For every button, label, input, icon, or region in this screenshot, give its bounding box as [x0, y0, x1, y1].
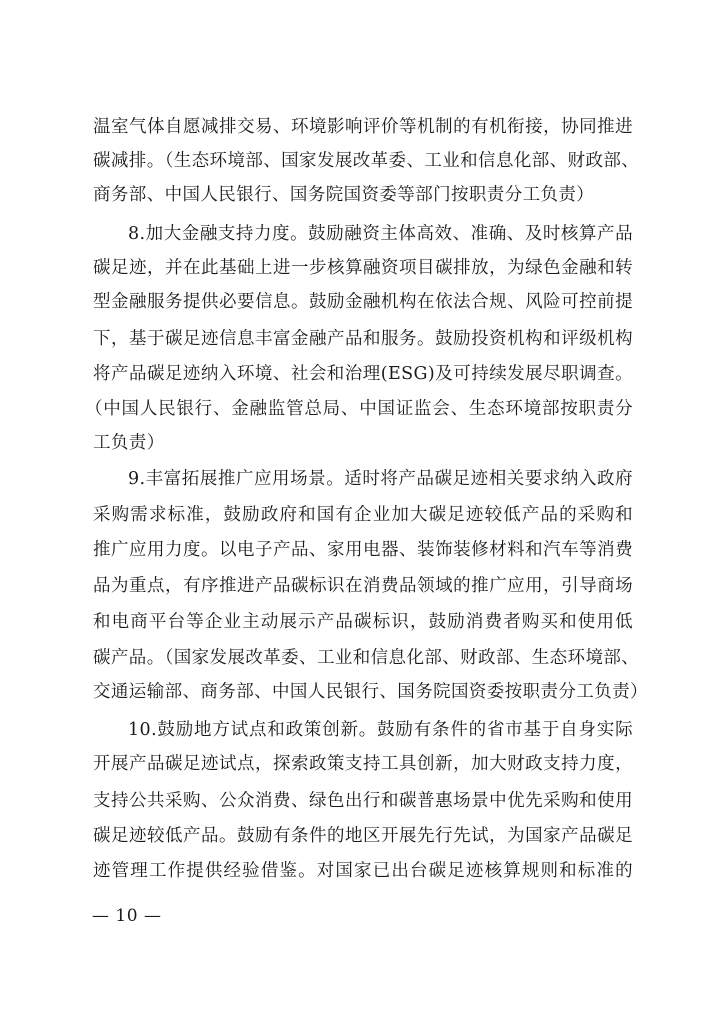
- paragraph-8-start: 8.加大金融支持力度。鼓励融资主体高效、准确、及时核算产品: [128, 224, 633, 244]
- text-line: 下，基于碳足迹信息丰富金融产品和服务。鼓励投资机构和评级机构: [93, 329, 633, 349]
- page-number: — 10 —: [92, 906, 162, 926]
- text-line: 推广应用力度。以电子产品、家用电器、装饰装修材料和汽车等消费: [93, 540, 633, 560]
- text-line: 碳足迹较低产品。鼓励有条件的地区开展先行先试，为国家产品碳足: [93, 826, 633, 846]
- text-line: 交通运输部、商务部、中国人民银行、国务院国资委按职责分工负责）: [93, 682, 648, 702]
- text-line: 品为重点，有序推进产品碳标识在消费品领域的推广应用，引导商场: [93, 576, 633, 596]
- text-line: 碳足迹，并在此基础上进一步核算融资项目碳排放，为绿色金融和转: [93, 258, 633, 278]
- text-line: 温室气体自愿减排交易、环境影响评价等机制的有机衔接，协同推进: [93, 117, 633, 137]
- text-line: 型金融服务提供必要信息。鼓励金融机构在依法合规、风险可控前提: [93, 292, 633, 312]
- text-line: 商务部、中国人民银行、国务院国资委等部门按职责分工负责）: [93, 185, 595, 205]
- text-line: 和电商平台等企业主动展示产品碳标识，鼓励消费者购买和使用低: [93, 612, 633, 632]
- paragraph-9-start: 9.丰富拓展推广应用场景。适时将产品碳足迹相关要求纳入政府: [128, 469, 633, 489]
- text-line: （中国人民银行、金融监管总局、中国证监会、生态环境部按职责分: [85, 399, 633, 419]
- text-line: 将产品碳足迹纳入环境、社会和治理(ESG)及可持续发展尽职调查。: [93, 364, 633, 384]
- text-line: 开展产品碳足迹试点，探索政策支持工具创新，加大财政支持力度，: [93, 754, 633, 774]
- text-line: 工负责）: [93, 433, 165, 453]
- text-line: 采购需求标准，鼓励政府和国有企业加大碳足迹较低产品的采购和: [93, 505, 633, 525]
- text-line: 迹管理工作提供经验借鉴。对国家已出台碳足迹核算规则和标准的: [93, 861, 633, 881]
- text-line: 碳减排。（生态环境部、国家发展改革委、工业和信息化部、财政部、: [93, 151, 640, 171]
- text-line: 碳产品。（国家发展改革委、工业和信息化部、财政部、生态环境部、: [93, 648, 640, 668]
- paragraph-10-start: 10.鼓励地方试点和政策创新。鼓励有条件的省市基于自身实际: [128, 720, 633, 740]
- text-line: 支持公共采购、公众消费、绿色出行和碳普惠场景中优先采购和使用: [93, 791, 633, 811]
